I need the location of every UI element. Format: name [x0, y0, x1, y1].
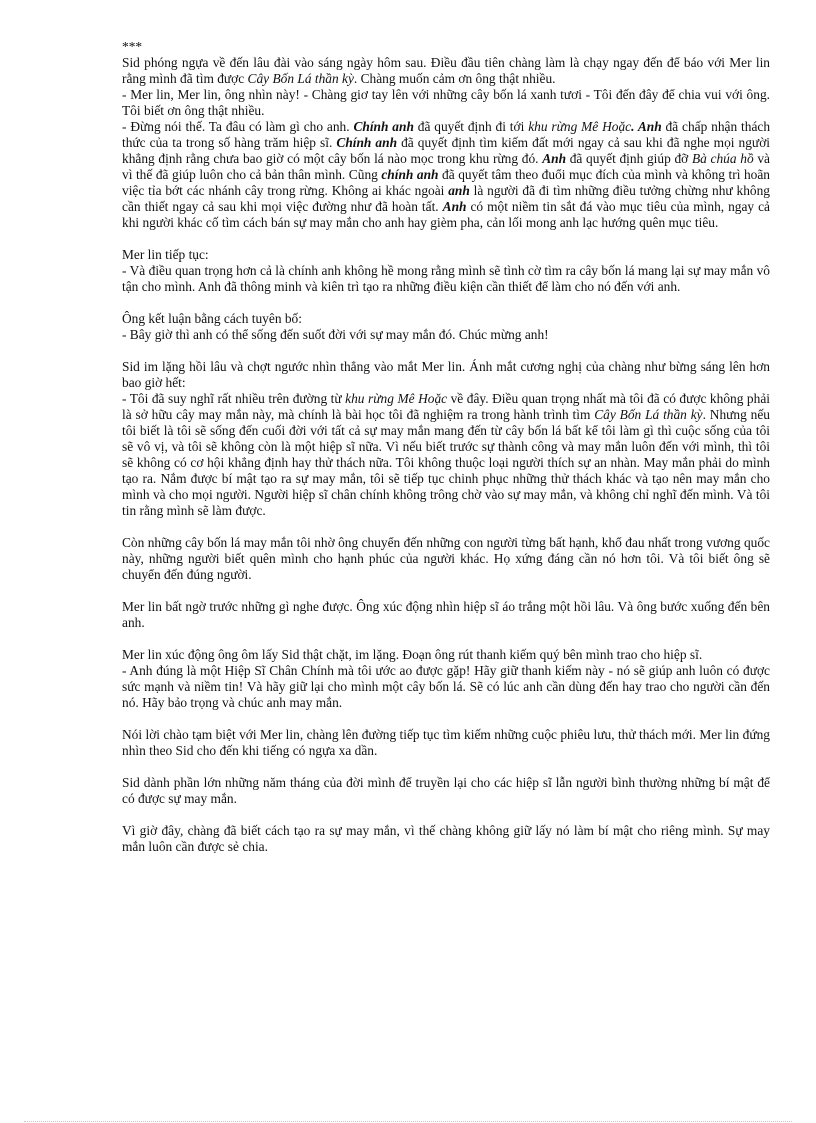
story-text: [122, 39, 770, 871]
paragraph-merlin-surprised: Mer lin bất ngờ trước những gì nghe được. Ông xúc động nhìn hiệp sĩ áo trắng một hồi lâu. Và ông bước xuống đến bên anh.: [122, 599, 770, 630]
paragraph-sid-silence: Sid im lặng hồi lâu và chợt ngước nhìn thẳng vào mắt Mer lin. Ánh mắt cương nghị của chàng như bừng sáng lên hơn bao giờ hết:: [122, 359, 770, 390]
paragraph-sharing: Vì giờ đây, chàng đã biết cách tạo ra sự may mắn, vì thế chàng không giữ lấy nó làm bí mật cho riêng mình. Sự may mắn luôn cần được sẻ chia.: [122, 823, 770, 854]
section-divider: ***: [122, 39, 143, 54]
paragraph-conclusion-intro: Ông kết luận bằng cách tuyên bố:: [122, 311, 302, 326]
paragraph-give-away: Còn những cây bốn lá may mắn tôi nhờ ông chuyển đến những con người từng bất hạnh, khổ đau nhất trong vương quốc này, những người biết quên mình cho hạnh phúc của người khác. Họ xứng đáng cần nó hơn tôi. Và tôi biết ông sẽ chuyển đến đúng người.: [122, 535, 770, 582]
paragraph-merlin-continues: Mer lin tiếp tục:: [122, 247, 209, 262]
paragraph-embrace: Mer lin xúc động ông ôm lấy Sid thật chặt, im lặng. Đoạn ông rút thanh kiếm quý bên mình trao cho hiệp sĩ.: [122, 647, 703, 662]
paragraph-sid-speech: - Mer lin, Mer lin, ông nhìn này! - Chàng giơ tay lên với những cây bốn lá xanh tươi - Tôi đến đây để chia vui với ông. Tôi biết ơn ông thật nhiều.: [122, 87, 770, 118]
paragraph-merlin-speech: - Đừng nói thế. Ta đâu có làm gì cho anh. Chính anh đã quyết định đi tới khu rừng Mê Hoặc. Anh đã chấp nhận thách thức của ta trong số hàng trăm hiệp sĩ. Chính anh đã quyết định tìm kiếm đất mới ngay cả sau khi đã nghe mọi người khẳng định rằng chưa bao giờ có một cây bốn lá nào mọc trong khu rừng đó. Anh đã quyết định giúp đỡ Bà chúa hồ và vì thế đã giúp luôn cho cả bản thân mình. Cũng chính anh đã quyết tâm theo đuổi mục đích của mình và không trì hoãn việc tỉa bớt các nhánh cây trong rừng. Không ai khác ngoài anh là người đã đi tìm những điều tưởng chừng như không cần thiết ngay cả sau khi mọi việc đường như đã hoàn tất. Anh có một niềm tin sắt đá vào mục tiêu của mình, ngay cả khi người khác cố tìm cách bán sự may mắn cho anh hay gièm pha, cản lối mong anh lạc hướng quên mục tiêu.: [122, 119, 771, 230]
paragraph-sid-reflection: - Tôi đã suy nghĩ rất nhiều trên đường từ khu rừng Mê Hoặc về đây. Điều quan trọng nhất mà tôi đã có được không phải là sở hữu cây may mắn này, mà chính là bài học tôi đã nghiệm ra trong hành trình tìm Cây Bốn Lá thần kỳ. Nhưng nếu tôi biết là tôi sẽ sống đến cuối đời với tất cả sự may mắn mang đến từ cây bốn lá bất kể tôi làm gì thì cuộc sống của tôi sẽ vô vị, và tôi sẽ không còn là một hiệp sĩ nữa. Vì nếu biết trước sự thành công và may mắn luôn đến với mình, thì tôi sẽ không có cơ hội khẳng định hay thử thách nữa. Tôi không thuộc loại người thích sự an nhàn. May mắn phải do mình tạo ra. Nắm được bí mật tạo ra sự may mắn, tôi sẽ tiếp tục chinh phục những thử thách khác và tạo nên may mắn cho mình và cho mọi người. Người hiệp sĩ chân chính không trông chờ vào sự may mắn, và không chỉ nghĩ đến mình. Và tôi tin rằng mình sẽ làm được.: [122, 391, 770, 518]
paragraph-arrival: Sid phóng ngựa về đến lâu đài vào sáng ngày hôm sau. Điều đầu tiên chàng làm là chạy ngay đến để báo với Mer lin rằng mình đã tìm được Cây Bốn Lá thần kỳ. Chàng muốn cảm ơn ông thật nhiều.: [122, 55, 770, 86]
paragraph-true-knight: - Anh đúng là một Hiệp Sĩ Chân Chính mà tôi ước ao được gặp! Hãy giữ thanh kiếm này - nó sẽ giúp anh luôn có được sức mạnh và niềm tin! Và hãy giữ lại cho mình một cây bốn lá. Sẽ có lúc anh cần dùng đến hay trao cho người cần đến nó. Hãy bảo trọng và chúc anh may mắn.: [122, 663, 770, 710]
paragraph-congratulations: - Bây giờ thì anh có thể sống đến suốt đời với sự may mắn đó. Chúc mừng anh!: [122, 327, 549, 342]
paragraph-farewell: Nói lời chào tạm biệt với Mer lin, chàng lên đường tiếp tục tìm kiếm những cuộc phiêu lưu, thử thách mới. Mer lin đứng nhìn theo Sid cho đến khi tiếng có ngựa xa dần.: [122, 727, 770, 758]
paragraph-legacy: Sid dành phần lớn những năm tháng của đời mình để truyền lại cho các hiệp sĩ lẫn người bình thường những bí mật để có được sự may mắn.: [122, 775, 770, 806]
paragraph-important-thing: - Và điều quan trọng hơn cả là chính anh không hề mong rằng mình sẽ tình cờ tìm ra cây bốn lá mang lại sự may mắn vô tận cho mình. Anh đã thông minh và kiên trì tạo ra những điều kiện cần thiết để làm cho nó đến với anh.: [122, 263, 770, 294]
page-bottom-divider: [24, 1121, 792, 1122]
